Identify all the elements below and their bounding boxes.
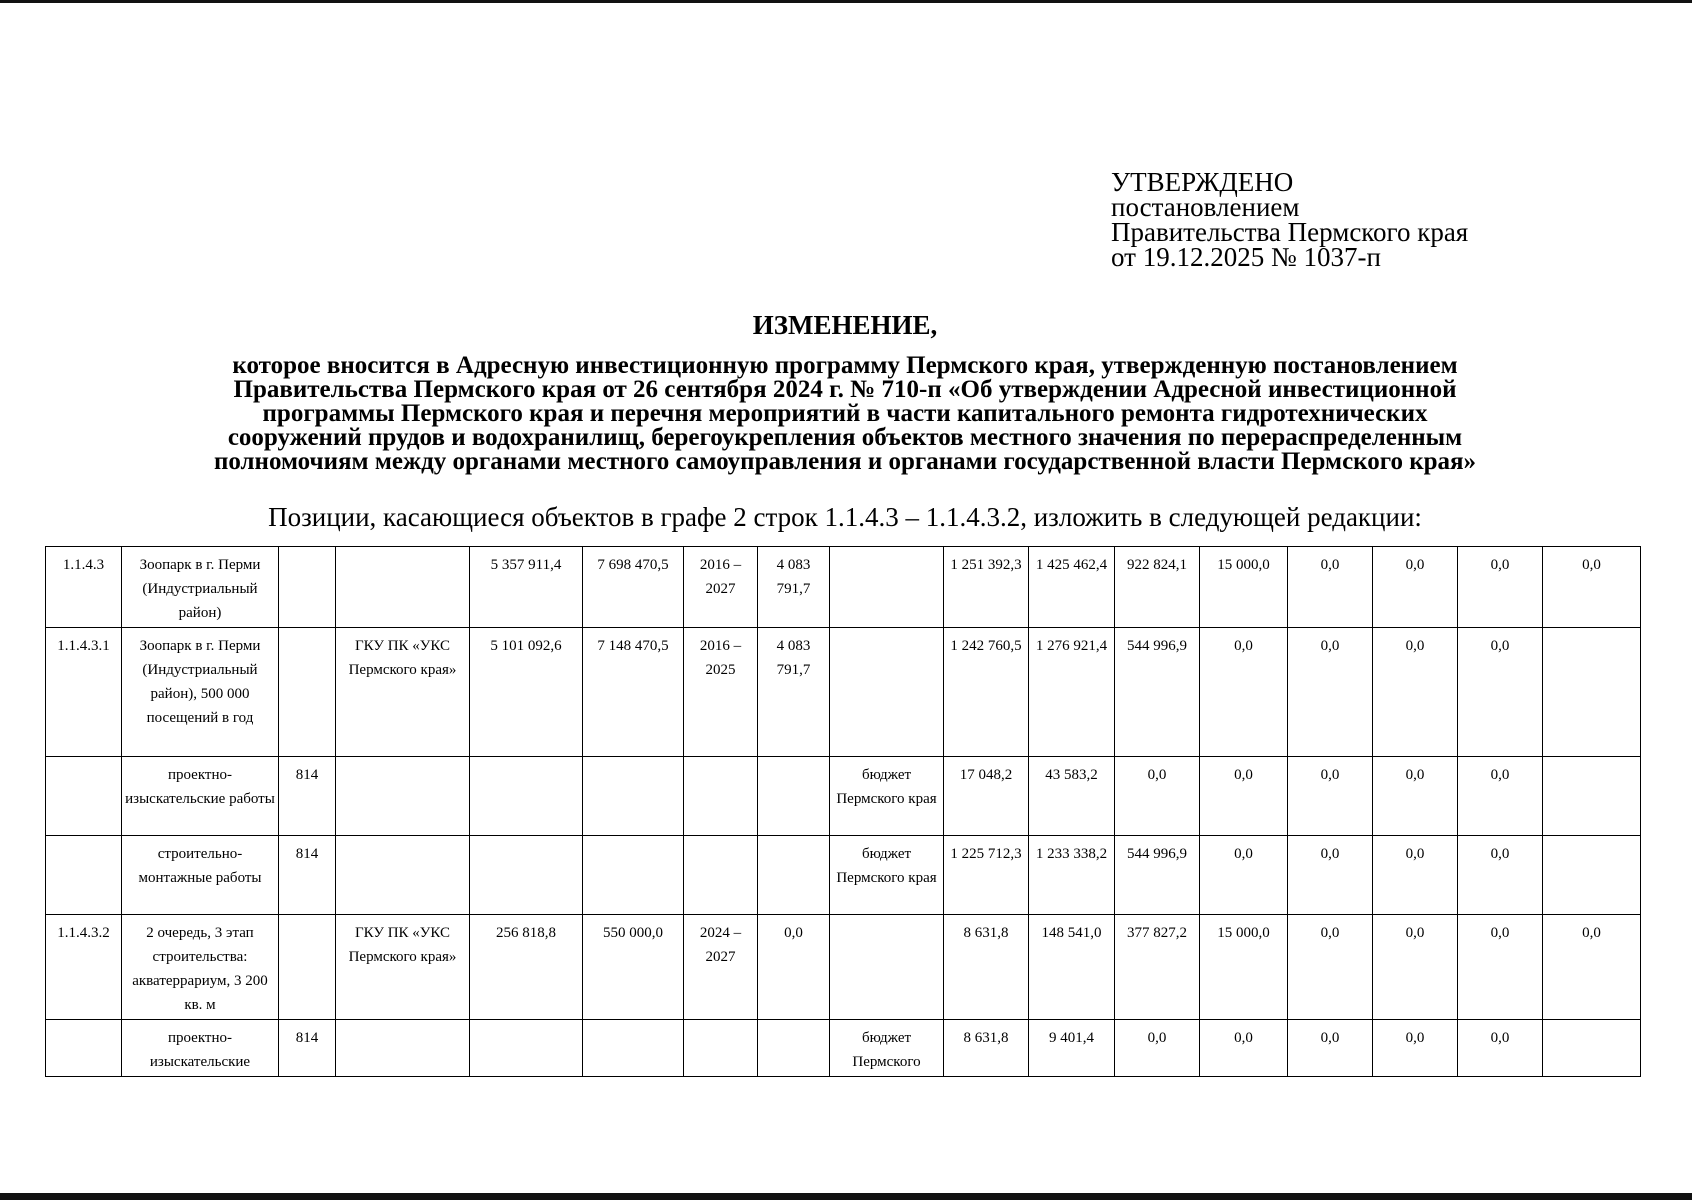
cell-value: 1 233 338,2	[1029, 836, 1115, 915]
cell-total-cost	[583, 836, 684, 915]
cell-value: 1 425 462,4	[1029, 547, 1115, 628]
subtitle-line: которое вносится в Адресную инвестиционную программу Пермского края, утвержденную постановлением	[232, 352, 1458, 379]
cell-customer	[336, 836, 470, 915]
cell-kbk	[279, 547, 336, 628]
approval-line-4: от 19.12.2025 № 1037-п	[1111, 242, 1381, 272]
cell-value: 0,0	[1543, 915, 1641, 1020]
cell-object: 2 очередь, 3 этап строительства: акватеррариум, 3 200 кв. м	[122, 915, 279, 1020]
cell-value: 0,0	[1373, 836, 1458, 915]
cell-value: 0,0	[1458, 628, 1543, 757]
cell-value: 0,0	[1288, 547, 1373, 628]
cell-source: бюджет Пермского	[830, 1020, 944, 1077]
cell-spent	[758, 1020, 830, 1077]
table-row	[46, 1020, 1641, 1077]
cell-period: 2016 – 2025	[684, 628, 758, 757]
cell-value: 0,0	[1373, 757, 1458, 836]
cell-source	[830, 915, 944, 1020]
table-row	[46, 628, 1641, 757]
cell-value: 0,0	[1373, 547, 1458, 628]
subtitle-line: сооружений прудов и водохранилищ, берегоукрепления объектов местного значения по перераспределенным	[227, 424, 1463, 451]
cell-value: 17 048,2	[944, 757, 1029, 836]
cell-object: Зоопарк в г. Перми (Индустриальный район), 500 000 посещений в год	[122, 628, 279, 757]
cell-value: 544 996,9	[1115, 836, 1200, 915]
cell-period	[684, 836, 758, 915]
cell-spent: 4 083 791,7	[758, 628, 830, 757]
document-subtitle	[60, 354, 1630, 474]
cell-customer	[336, 757, 470, 836]
cell-value: 0,0	[1458, 1020, 1543, 1077]
cell-value: 0,0	[1115, 1020, 1200, 1077]
cell-total-cost	[583, 757, 684, 836]
cell-value: 0,0	[1288, 915, 1373, 1020]
cell-kbk	[279, 915, 336, 1020]
cell-value: 0,0	[1288, 757, 1373, 836]
cell-value: 0,0	[1458, 836, 1543, 915]
cell-estimated-cost	[470, 1020, 583, 1077]
cell-source	[830, 547, 944, 628]
cell-spent	[758, 757, 830, 836]
cell-value: 0,0	[1373, 628, 1458, 757]
subtitle-line: полномочиям между органами местного самоуправления и органами государственной власти Пермского края»	[213, 448, 1477, 475]
cell-value: 0,0	[1288, 1020, 1373, 1077]
cell-customer	[336, 547, 470, 628]
cell-value: 1 242 760,5	[944, 628, 1029, 757]
scan-top-edge	[0, 0, 1692, 3]
investment-table	[45, 546, 1641, 1077]
cell-object: проектно-изыскательские работы	[122, 757, 279, 836]
approval-line-1: УТВЕРЖДЕНО	[1111, 167, 1294, 197]
cell-value: 8 631,8	[944, 1020, 1029, 1077]
cell-estimated-cost	[470, 836, 583, 915]
cell-value: 1 225 712,3	[944, 836, 1029, 915]
cell-object: строительно-монтажные работы	[122, 836, 279, 915]
cell-total-cost: 7 148 470,5	[583, 628, 684, 757]
cell-value: 0,0	[1288, 628, 1373, 757]
cell-period: 2024 – 2027	[684, 915, 758, 1020]
cell-customer: ГКУ ПК «УКС Пермского края»	[336, 628, 470, 757]
cell-total-cost: 7 698 470,5	[583, 547, 684, 628]
cell-estimated-cost	[470, 757, 583, 836]
cell-value	[1543, 1020, 1641, 1077]
cell-value: 0,0	[1458, 915, 1543, 1020]
cell-customer: ГКУ ПК «УКС Пермского края»	[336, 915, 470, 1020]
cell-code: 1.1.4.3.2	[46, 915, 122, 1020]
cell-total-cost	[583, 1020, 684, 1077]
document-title: ИЗМЕНЕНИЕ,	[752, 310, 938, 340]
cell-value: 9 401,4	[1029, 1020, 1115, 1077]
cell-customer	[336, 1020, 470, 1077]
cell-source	[830, 628, 944, 757]
cell-value: 922 824,1	[1115, 547, 1200, 628]
cell-period	[684, 757, 758, 836]
cell-value: 0,0	[1115, 757, 1200, 836]
cell-estimated-cost: 5 101 092,6	[470, 628, 583, 757]
table-row	[46, 757, 1641, 836]
cell-spent: 4 083 791,7	[758, 547, 830, 628]
approval-stamp	[1111, 167, 1469, 272]
cell-kbk	[279, 628, 336, 757]
cell-code	[46, 1020, 122, 1077]
cell-value: 15 000,0	[1200, 547, 1288, 628]
cell-value: 0,0	[1200, 757, 1288, 836]
cell-value	[1543, 628, 1641, 757]
cell-value: 0,0	[1543, 547, 1641, 628]
cell-value: 0,0	[1200, 836, 1288, 915]
cell-value	[1543, 836, 1641, 915]
cell-source: бюджет Пермского края	[830, 836, 944, 915]
cell-kbk: 814	[279, 836, 336, 915]
cell-kbk: 814	[279, 1020, 336, 1077]
cell-value: 0,0	[1458, 547, 1543, 628]
scan-bottom-edge	[0, 1193, 1692, 1200]
subtitle-line: Правительства Пермского края от 26 сентября 2024 г. № 710-п «Об утверждении Адресной инвестиционной	[233, 376, 1457, 403]
subtitle-line: программы Пермского края и перечня мероприятий в части капитального ремонта гидротехнических	[262, 400, 1428, 427]
cell-code: 1.1.4.3.1	[46, 628, 122, 757]
cell-value: 0,0	[1200, 1020, 1288, 1077]
cell-value: 43 583,2	[1029, 757, 1115, 836]
table-row	[46, 915, 1641, 1020]
cell-value: 0,0	[1288, 836, 1373, 915]
cell-code: 1.1.4.3	[46, 547, 122, 628]
cell-period	[684, 1020, 758, 1077]
cell-value: 148 541,0	[1029, 915, 1115, 1020]
cell-spent: 0,0	[758, 915, 830, 1020]
cell-total-cost: 550 000,0	[583, 915, 684, 1020]
cell-value: 0,0	[1458, 757, 1543, 836]
table-row	[46, 836, 1641, 915]
cell-kbk: 814	[279, 757, 336, 836]
approval-line-2: постановлением	[1111, 192, 1300, 222]
intro-paragraph: Позиции, касающиеся объектов в графе 2 строк 1.1.4.3 – 1.1.4.3.2, изложить в следующей редакции:	[268, 502, 1422, 532]
cell-estimated-cost: 256 818,8	[470, 915, 583, 1020]
cell-spent	[758, 836, 830, 915]
cell-value: 0,0	[1373, 915, 1458, 1020]
cell-value: 0,0	[1200, 628, 1288, 757]
cell-value: 0,0	[1373, 1020, 1458, 1077]
cell-value	[1543, 757, 1641, 836]
cell-code	[46, 836, 122, 915]
cell-value: 377 827,2	[1115, 915, 1200, 1020]
cell-code	[46, 757, 122, 836]
table-row	[46, 547, 1641, 628]
cell-value: 8 631,8	[944, 915, 1029, 1020]
cell-source: бюджет Пермского края	[830, 757, 944, 836]
cell-period: 2016 – 2027	[684, 547, 758, 628]
cell-value: 544 996,9	[1115, 628, 1200, 757]
cell-value: 1 251 392,3	[944, 547, 1029, 628]
cell-object: Зоопарк в г. Перми (Индустриальный район)	[122, 547, 279, 628]
approval-line-3: Правительства Пермского края	[1111, 217, 1469, 247]
cell-value: 15 000,0	[1200, 915, 1288, 1020]
cell-value: 1 276 921,4	[1029, 628, 1115, 757]
cell-object: проектно-изыскательские	[122, 1020, 279, 1077]
cell-estimated-cost: 5 357 911,4	[470, 547, 583, 628]
